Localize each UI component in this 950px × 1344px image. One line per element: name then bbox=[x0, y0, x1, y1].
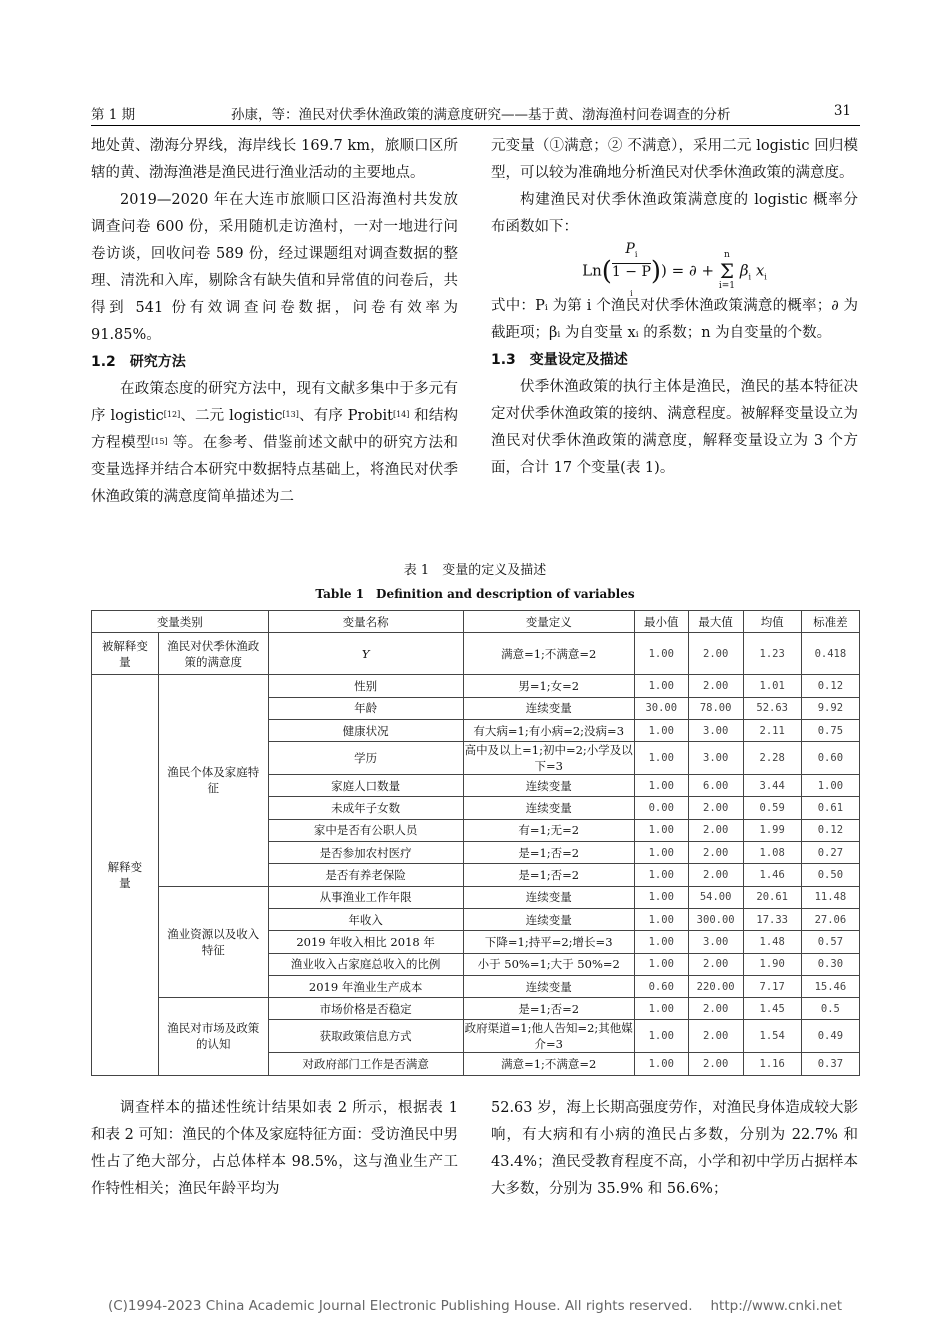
left-column bbox=[91, 133, 458, 511]
category-cell: 解释变量 bbox=[92, 675, 159, 1075]
value-cell: 6.00 bbox=[688, 775, 743, 797]
value-cell: 1.45 bbox=[743, 998, 801, 1020]
column-header: 变量类别 bbox=[92, 611, 269, 633]
value-cell: 1.00 bbox=[634, 1053, 688, 1075]
definition-cell: 连续变量 bbox=[463, 886, 634, 908]
table-row bbox=[92, 886, 860, 908]
value-cell: 3.00 bbox=[688, 931, 743, 953]
value-cell: 300.00 bbox=[688, 908, 743, 930]
bottom-left-paragraph bbox=[91, 1095, 458, 1203]
citation[interactable]: [14] bbox=[392, 410, 410, 419]
value-cell: 0.12 bbox=[801, 819, 859, 841]
column-header: 最小值 bbox=[634, 611, 688, 633]
variable-name-cell: 年收入 bbox=[268, 908, 463, 930]
value-cell: 7.17 bbox=[743, 975, 801, 997]
value-cell: 0.50 bbox=[801, 864, 859, 886]
cnki-link[interactable]: http://www.cnki.net bbox=[710, 1298, 843, 1314]
variable-name-cell: 性别 bbox=[268, 675, 463, 697]
copyright-text: (C)1994-2023 China Academic Journal Electronic Publishing House. All rights reserved. bbox=[107, 1298, 693, 1314]
variable-name-cell: 渔业收入占家庭总收入的比例 bbox=[268, 953, 463, 975]
table-caption-en: Table 1 Definition and description of variables bbox=[315, 587, 635, 601]
column-header: 标准差 bbox=[801, 611, 859, 633]
paragraph: 构建渔民对伏季休渔政策满意度的 logistic 概率分布函数如下： bbox=[491, 192, 858, 235]
value-cell: 0.30 bbox=[801, 953, 859, 975]
definition-cell: 连续变量 bbox=[463, 908, 634, 930]
definition-cell: 是=1;否=2 bbox=[463, 998, 634, 1020]
value-cell: 0.12 bbox=[801, 675, 859, 697]
value-cell: 3.00 bbox=[688, 742, 743, 775]
value-cell: 1.00 bbox=[634, 953, 688, 975]
value-cell: 78.00 bbox=[688, 697, 743, 719]
category-cell: 被解释变量 bbox=[92, 633, 159, 675]
value-cell: 0.75 bbox=[801, 719, 859, 741]
table-caption-cn: 表 1 变量的定义及描述 bbox=[403, 563, 547, 578]
value-cell: 0.61 bbox=[801, 797, 859, 819]
value-cell: 2.11 bbox=[743, 719, 801, 741]
value-cell: 1.00 bbox=[634, 886, 688, 908]
value-cell: 20.61 bbox=[743, 886, 801, 908]
bottom-right-paragraph bbox=[491, 1095, 858, 1203]
definition-cell: 连续变量 bbox=[463, 975, 634, 997]
value-cell: 15.46 bbox=[801, 975, 859, 997]
running-header bbox=[91, 103, 861, 125]
value-cell: 52.63 bbox=[743, 697, 801, 719]
value-cell: 1.90 bbox=[743, 953, 801, 975]
value-cell: 1.00 bbox=[634, 1020, 688, 1053]
value-cell: 1.00 bbox=[634, 842, 688, 864]
value-cell: 2.00 bbox=[688, 842, 743, 864]
value-cell: 2.00 bbox=[688, 1053, 743, 1075]
logistic-formula: Ln( $P_i$ 1 − P $_i$ )) = ∂ + n Σ i=1 $\beta_i$ $x_i$ bbox=[582, 241, 767, 298]
value-cell: 0.5 bbox=[801, 998, 859, 1020]
subcategory-cell: 渔民对伏季休渔政策的满意度 bbox=[158, 633, 268, 675]
definition-cell: 是=1;否=2 bbox=[463, 842, 634, 864]
value-cell: 11.48 bbox=[801, 886, 859, 908]
value-cell: 1.00 bbox=[634, 998, 688, 1020]
definition-cell: 连续变量 bbox=[463, 775, 634, 797]
paragraph: 52.63 岁，海上长期高强度劳作，对渔民身体造成较大影响，有大病和有小病的渔民占多数，分别为 22.7% 和 43.4%；渔民受教育程度不高，小学和初中学历占据样本大多数，分别为 35.9% 和 56.6%； bbox=[491, 1100, 858, 1197]
value-cell: 0.00 bbox=[634, 797, 688, 819]
definition-cell: 连续变量 bbox=[463, 697, 634, 719]
variable-name-cell: 是否有养老保险 bbox=[268, 864, 463, 886]
value-cell: 2.00 bbox=[688, 864, 743, 886]
variable-name-cell: 家中是否有公职人员 bbox=[268, 819, 463, 841]
value-cell: 0.49 bbox=[801, 1020, 859, 1053]
subcategory-cell: 渔民对市场及政策的认知 bbox=[158, 998, 268, 1076]
value-cell: 2.00 bbox=[688, 819, 743, 841]
citation[interactable]: [13] bbox=[282, 410, 299, 419]
value-cell: 1.00 bbox=[634, 675, 688, 697]
value-cell: 1.08 bbox=[743, 842, 801, 864]
value-cell: 0.60 bbox=[801, 742, 859, 775]
value-cell: 2.00 bbox=[688, 953, 743, 975]
value-cell: 2.00 bbox=[688, 1020, 743, 1053]
column-header: 均值 bbox=[743, 611, 801, 633]
paragraph: 在政策态度的研究方法中，现有文献多集中于多元有序 logistic[12]、二元 logistic[13]、有序 Probit[14] 和结构方程模型[15] 等。在参考、借鉴前述文献中的研究方法和变量选择并结合本研究中数据特点基础上，将渔民对伏季休渔政策的满意度简单描述为二 bbox=[91, 381, 459, 505]
definition-cell: 高中及以上=1;初中=2;小学及以下=3 bbox=[464, 743, 633, 774]
table-row bbox=[92, 675, 860, 697]
value-cell: 17.33 bbox=[743, 908, 801, 930]
value-cell: 3.44 bbox=[743, 775, 801, 797]
paragraph: 元变量（①满意；② 不满意），采用二元 logistic 回归模型，可以较为准确地分析渔民对伏季休渔政策的满意度。 bbox=[491, 138, 858, 181]
value-cell: 1.00 bbox=[634, 908, 688, 930]
value-cell: 1.54 bbox=[743, 1020, 801, 1053]
issue-number: 第 1 期 bbox=[91, 107, 136, 123]
value-cell: 1.00 bbox=[634, 742, 688, 775]
value-cell: 1.00 bbox=[634, 931, 688, 953]
paragraph: 地处黄、渤海分界线，海岸线长 169.7 km，旅顺口区所辖的黄、渤海渔港是渔民进行渔业活动的主要地点。 bbox=[91, 138, 458, 181]
value-cell: 1.00 bbox=[634, 864, 688, 886]
value-cell: 9.92 bbox=[801, 697, 859, 719]
citation[interactable]: [15] bbox=[151, 437, 168, 446]
subcategory-cell: 渔业资源以及收入特征 bbox=[158, 886, 268, 997]
running-title: 孙康，等：渔民对伏季休渔政策的满意度研究——基于黄、渤海渔村问卷调查的分析 bbox=[231, 107, 731, 123]
value-cell: 220.00 bbox=[688, 975, 743, 997]
citation[interactable]: [12] bbox=[163, 410, 181, 419]
value-cell: 0.60 bbox=[634, 975, 688, 997]
definition-cell: 下降=1;持平=2;增长=3 bbox=[463, 931, 634, 953]
variable-name-cell: 对政府部门工作是否满意 bbox=[268, 1053, 463, 1075]
value-cell: 0.27 bbox=[801, 842, 859, 864]
variable-name-cell: 家庭人口数量 bbox=[268, 775, 463, 797]
table-header-row bbox=[92, 611, 860, 633]
column-header: 最大值 bbox=[688, 611, 743, 633]
value-cell: 2.00 bbox=[688, 998, 743, 1020]
value-cell: 2.00 bbox=[688, 797, 743, 819]
column-header: 变量名称 bbox=[268, 611, 463, 633]
value-cell: 1.01 bbox=[743, 675, 801, 697]
variable-name-cell: 获取政策信息方式 bbox=[268, 1020, 463, 1053]
variable-name-cell: 市场价格是否稳定 bbox=[268, 998, 463, 1020]
paragraph: 式中：Pᵢ 为第 i 个渔民对伏季休渔政策满意的概率；∂ 为截距项；βᵢ 为自变量 xᵢ 的系数；n 为自变量的个数。 bbox=[491, 298, 858, 341]
value-cell: 1.00 bbox=[634, 819, 688, 841]
value-cell: 0.57 bbox=[801, 931, 859, 953]
value-cell: 1.48 bbox=[743, 931, 801, 953]
variables-table bbox=[91, 610, 860, 1076]
paragraph: 调查样本的描述性统计结果如表 2 所示，根据表 1 和表 2 可知：渔民的个体及家庭特征方面：受访渔民中男性占了绝大部分，占总体样本 98.5%，这与渔业生产工作特性相关；渔民年龄平均为 bbox=[91, 1100, 458, 1197]
definition-cell: 有=1;无=2 bbox=[463, 819, 634, 841]
header-rule bbox=[91, 125, 860, 126]
definition-cell: 男=1;女=2 bbox=[463, 675, 634, 697]
paragraph: 伏季休渔政策的执行主体是渔民，渔民的基本特征决定对伏季休渔政策的接纳、满意程度。被解释变量设立为渔民对伏季休渔政策的满意度，解释变量设立为 3 个方面，合计 17 个变量(表 1)。 bbox=[491, 379, 858, 476]
variable-name-cell: 从事渔业工作年限 bbox=[268, 886, 463, 908]
value-cell: 0.37 bbox=[801, 1053, 859, 1075]
definition-cell: 连续变量 bbox=[463, 797, 634, 819]
variable-name-cell: 健康状况 bbox=[268, 719, 463, 741]
variable-name-cell: 学历 bbox=[268, 742, 463, 775]
value-cell: 1.16 bbox=[743, 1053, 801, 1075]
section-heading: 1.3 变量设定及描述 bbox=[491, 352, 628, 368]
value-cell: 3.00 bbox=[688, 719, 743, 741]
paragraph: 2019—2020 年在大连市旅顺口区沿海渔村共发放调查问卷 600 份，采用随机走访渔村，一对一地进行问卷访谈，回收问卷 589 份，经过课题组对调查数据的整理、清洗和入库，剔除含有缺失值和异常值的问卷后，共得到 541 份有效调查问卷数据，问卷有效率为 91.85%。 bbox=[91, 192, 458, 343]
definition-cell: 满意=1;不满意=2 bbox=[463, 1053, 634, 1075]
definition-cell: 是=1;否=2 bbox=[463, 864, 634, 886]
variable-name-cell: 2019 年收入相比 2018 年 bbox=[268, 931, 463, 953]
variable-name-cell: 是否参加农村医疗 bbox=[268, 842, 463, 864]
value-cell: 27.06 bbox=[801, 908, 859, 930]
variable-name-cell: 年龄 bbox=[268, 697, 463, 719]
value-cell: 1.00 bbox=[634, 775, 688, 797]
value-cell: 0.59 bbox=[743, 797, 801, 819]
definition-cell: 小于 50%=1;大于 50%=2 bbox=[463, 953, 634, 975]
subcategory-cell: 渔民个体及家庭特征 bbox=[158, 675, 268, 886]
value-cell: 30.00 bbox=[634, 697, 688, 719]
table-row bbox=[92, 998, 860, 1020]
section-heading: 1.2 研究方法 bbox=[91, 354, 186, 370]
right-column bbox=[491, 133, 858, 482]
value-cell: 1.00 bbox=[634, 719, 688, 741]
value-cell: 2.00 bbox=[688, 675, 743, 697]
value-cell: 1.00 bbox=[801, 775, 859, 797]
column-header: 变量定义 bbox=[463, 611, 634, 633]
variable-name-cell: 未成年子女数 bbox=[268, 797, 463, 819]
copyright-footer bbox=[0, 1298, 950, 1314]
definition-cell: 政府渠道=1;他人告知=2;其他媒介=3 bbox=[464, 1021, 633, 1052]
table-row: 被解释变量 渔民对伏季休渔政策的满意度 Y 满意=1;不满意=2 1.00 2.00 1.23 0.418 bbox=[92, 633, 860, 675]
variable-name-cell: 2019 年渔业生产成本 bbox=[268, 975, 463, 997]
value-cell: 1.46 bbox=[743, 864, 801, 886]
value-cell: 2.28 bbox=[743, 742, 801, 775]
value-cell: 54.00 bbox=[688, 886, 743, 908]
value-cell: 1.99 bbox=[743, 819, 801, 841]
definition-cell: 有大病=1;有小病=2;没病=3 bbox=[463, 719, 634, 741]
page-number: 31 bbox=[833, 103, 851, 119]
